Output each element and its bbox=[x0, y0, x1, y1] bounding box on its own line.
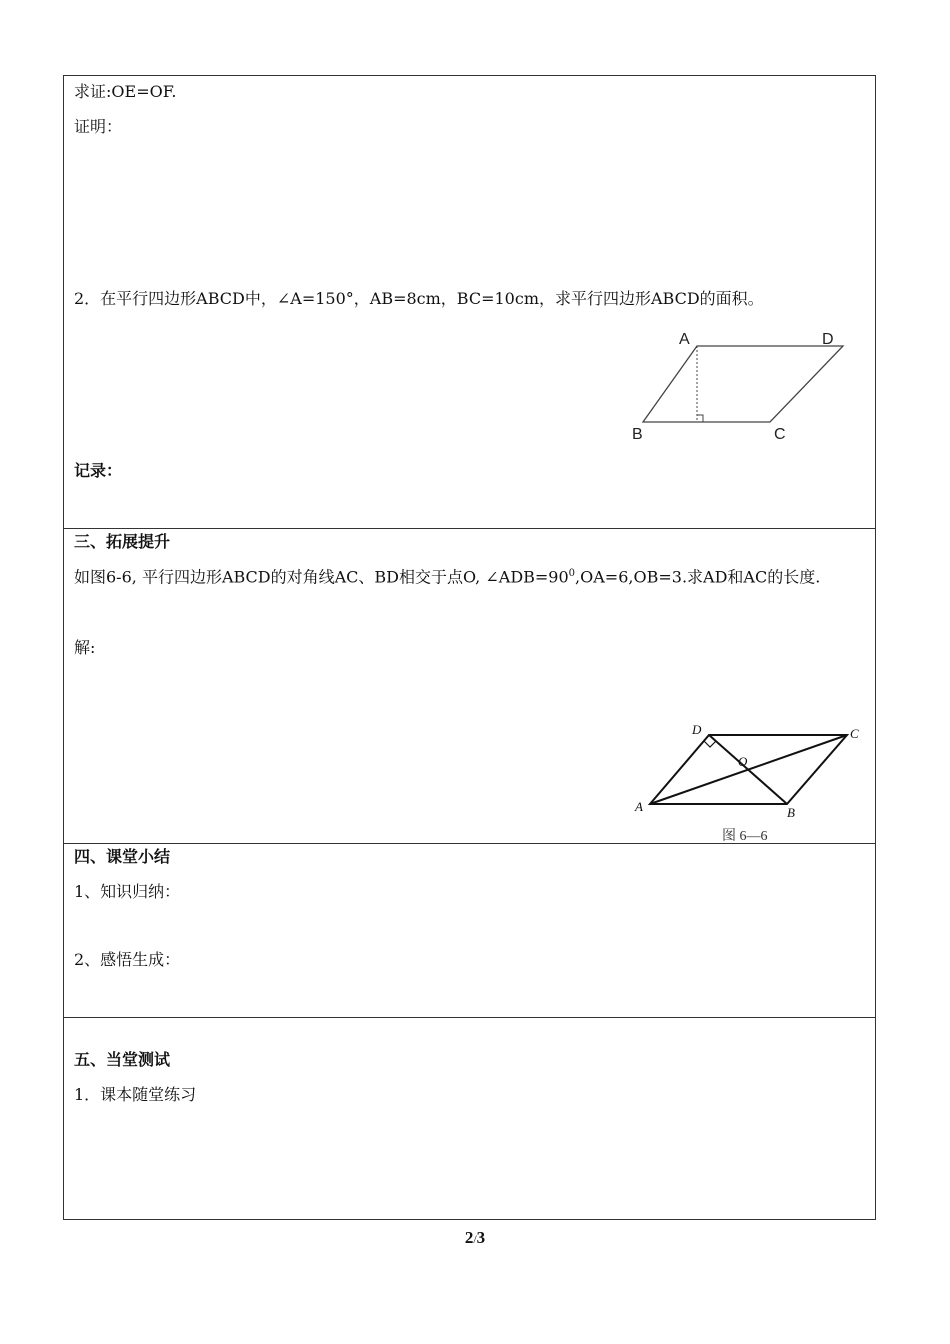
fig2-label-o: O bbox=[738, 754, 748, 769]
fig2-label-d: D bbox=[692, 722, 702, 737]
page-number bbox=[0, 1228, 950, 1248]
parallelogram-figure-2 bbox=[629, 714, 869, 854]
section-exercises bbox=[64, 76, 875, 529]
problem-2: 2．在平行四边形ABCD中，∠A=150°，AB=8cm，BC=10cm，求平行四边形ABCD的面积。 bbox=[74, 289, 764, 308]
test-item-1: 1．课本随堂练习 bbox=[74, 1085, 197, 1104]
section-test bbox=[64, 1018, 875, 1221]
section-heading-test: 五、当堂测试 bbox=[74, 1050, 171, 1069]
fig2-label-b: B bbox=[787, 805, 795, 820]
fig2-label-a: A bbox=[635, 799, 643, 814]
fig1-label-a: A bbox=[679, 331, 690, 348]
extension-problem: 如图6-6, 平行四边形ABCD的对角线AC、BD相交于点O, $\angle ADB=90^0,OA=6,OB=3$.求AD和AC的长度. bbox=[74, 567, 821, 587]
fig1-label-c: C bbox=[774, 426, 786, 443]
summary-item-1: 1、知识归纳： bbox=[74, 882, 181, 901]
worksheet-table bbox=[63, 75, 876, 1220]
fig2-label-c: C bbox=[850, 726, 859, 741]
parallelogram-figure-1 bbox=[626, 326, 846, 446]
summary-item-2: 2、感悟生成： bbox=[74, 950, 181, 969]
section-heading-extension: 三、拓展提升 bbox=[74, 532, 171, 551]
fig2-caption: 图 6—6 bbox=[722, 829, 768, 844]
section-summary bbox=[64, 844, 875, 1018]
page-separator: / bbox=[473, 1232, 477, 1246]
fig1-label-d: D bbox=[822, 331, 834, 348]
section-extension bbox=[64, 529, 875, 844]
current-page: 2 bbox=[464, 1228, 474, 1247]
solution-label: 解: bbox=[74, 638, 96, 657]
record-label: 记录： bbox=[74, 461, 123, 480]
fig1-label-b: B bbox=[632, 426, 643, 443]
section-heading-summary: 四、课堂小结 bbox=[74, 847, 171, 866]
proof-label: 证明： bbox=[74, 117, 123, 136]
prove-statement: 求证:OE=OF. bbox=[74, 82, 177, 101]
total-pages: 3 bbox=[476, 1228, 486, 1247]
